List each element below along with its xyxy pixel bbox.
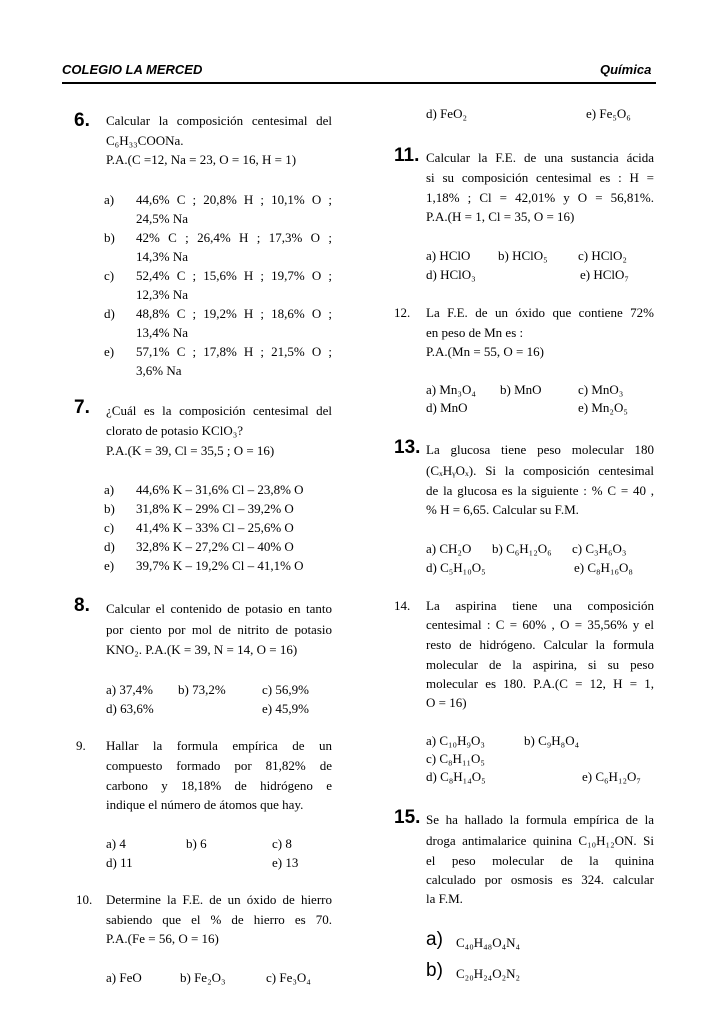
q13-line-2: (CₓHᵧOₓ). Si la composición centesimal (426, 463, 654, 478)
q11-option-e: e) HClO₇ (580, 267, 629, 282)
q10-line-2: sabiendo que el % de hierro es 70. (106, 912, 332, 927)
q14-line-6: O = 16) (426, 695, 467, 710)
q15-line-5: la F.M. (426, 891, 463, 906)
q6-option-e-label: e) (104, 344, 115, 359)
q6-option-d-line-1: 48,8% C ; 19,2% H ; 18,6% O ; (136, 306, 332, 321)
q12-option-e: e) Mn₂O₅ (578, 400, 628, 415)
q14-line-2: centesimal : C = 60% , O = 35,56% y el (426, 617, 654, 632)
q9-line-4: indique el número de átomos que hay. (106, 797, 304, 812)
q7-option-a-text: 44,6% K – 31,6% Cl – 23,8% O (136, 482, 304, 497)
q8-option-e: e) 45,9% (262, 701, 309, 716)
q11-option-a: a) HClO (426, 248, 471, 263)
q10-number: 10. (76, 892, 93, 907)
q15-option-a: C₄₀H₄₈O₄N₄ (456, 935, 521, 950)
q12-option-d: d) MnO (426, 400, 468, 415)
q12-option-c: c) MnO₃ (578, 382, 624, 397)
q11-option-d: d) HClO₃ (426, 267, 476, 282)
header-school: COLEGIO LA MERCED (62, 62, 203, 77)
q6-option-a-label: a) (104, 192, 115, 207)
q11-option-b: b) HClO₅ (498, 248, 548, 263)
q7-option-d-label: d) (104, 539, 115, 554)
q11-option-c: c) HClO₂ (578, 248, 627, 263)
q14-option-e: e) C₆H₁₂O₇ (582, 769, 641, 784)
q9-number: 9. (76, 738, 86, 753)
q11-line-4: P.A.(H = 1, Cl = 35, O = 16) (426, 209, 575, 224)
q6-number: 6. (74, 110, 90, 131)
q6-option-c-label: c) (104, 268, 115, 283)
q15-option-b: C₂₀H₂₄O₂N₂ (456, 966, 521, 981)
q14-option-c: c) C₈H₁₁O₅ (426, 751, 485, 766)
q15-number: 15. (394, 807, 421, 828)
q14-line-3: resto de hidrógeno. Calcular la formula (426, 637, 654, 652)
q9-line-2: compuesto formado por 81,82% de (106, 758, 332, 773)
q6-option-a-line-2: 24,5% Na (136, 211, 188, 226)
q9-line-3: carbono y 18,18% de hidrógeno e (106, 778, 332, 793)
q7-option-b-label: b) (104, 501, 115, 516)
q12-line-3: P.A.(Mn = 55, O = 16) (426, 344, 544, 359)
q14-line-5: molecular es 180. P.A.(C = 12, H = 1, (426, 676, 654, 691)
q6-option-e-line-2: 3,6% Na (136, 363, 182, 378)
q13-option-e: e) C₈H₁₆O₈ (574, 560, 633, 575)
q8-number: 8. (74, 595, 90, 616)
q10-line-1: Determine la F.E. de un óxido de hierro (106, 892, 332, 907)
q13-line-1: La glucosa tiene peso molecular 180 (426, 442, 654, 457)
q9-option-e: e) 13 (272, 855, 299, 870)
q6-option-e-line-1: 57,1% C ; 17,8% H ; 21,5% O ; (136, 344, 332, 359)
q13-line-4: % H = 6,65. Calcular su F.M. (426, 502, 579, 517)
q13-number: 13. (394, 437, 421, 458)
q10-option-a: a) FeO (106, 970, 142, 985)
q6-line-1: Calcular la composición centesimal del (106, 113, 332, 128)
q7-line-2: clorato de potasio KClO₃? (106, 423, 244, 438)
q9-option-b: b) 6 (186, 836, 207, 851)
q12-line-1: La F.E. de un óxido que contiene 72% (426, 305, 654, 320)
q7-option-e-text: 39,7% K – 19,2% Cl – 41,1% O (136, 558, 304, 573)
q9-line-1: Hallar la formula empírica de un (106, 738, 332, 753)
q12-number: 12. (394, 305, 411, 320)
q7-option-c-label: c) (104, 520, 115, 535)
q11-line-3: 1,18% ; Cl = 42,01% y O = 56,81%. (426, 190, 654, 205)
q15-line-4: calculado por osmosis es 324. calcular (426, 872, 654, 887)
q10-option-c: c) Fe₃O₄ (266, 970, 311, 985)
q6-line-2: C₆H₃₃COONa. (106, 133, 184, 148)
q15-option-b-label: b) (426, 960, 443, 981)
q11-line-1: Calcular la F.E. de una sustancia ácida (426, 150, 654, 165)
q8-option-b: b) 73,2% (178, 682, 226, 697)
q14-option-a: a) C₁₀H₉O₃ (426, 733, 485, 748)
header-divider (62, 82, 656, 84)
q6-option-c-line-1: 52,4% C ; 15,6% H ; 19,7% O ; (136, 268, 332, 283)
q6-option-d-label: d) (104, 306, 115, 321)
q8-line-3: KNO₂. P.A.(K = 39, N = 14, O = 16) (106, 642, 298, 657)
q14-line-4: molecular de la aspirina, si su peso (426, 657, 654, 672)
q7-line-3: P.A.(K = 39, Cl = 35,5 ; O = 16) (106, 443, 275, 458)
q7-option-e-label: e) (104, 558, 115, 573)
q8-option-a: a) 37,4% (106, 682, 153, 697)
q12-option-a: a) Mn₃O₄ (426, 382, 476, 397)
q7-number: 7. (74, 397, 90, 418)
q6-option-c-line-2: 12,3% Na (136, 287, 188, 302)
header-subject: Química (600, 62, 652, 77)
q9-option-d: d) 11 (106, 855, 133, 870)
q7-option-c-text: 41,4% K – 33% Cl – 25,6% O (136, 520, 294, 535)
q9-option-c: c) 8 (272, 836, 292, 851)
q7-option-d-text: 32,8% K – 27,2% Cl – 40% O (136, 539, 294, 554)
q8-option-d: d) 63,6% (106, 701, 154, 716)
q10-option-d: d) FeO₂ (426, 106, 467, 121)
q10-option-e: e) Fe₅O₆ (586, 106, 631, 121)
q6-option-a-line-1: 44,6% C ; 20,8% H ; 10,1% O ; (136, 192, 332, 207)
q11-number: 11. (394, 145, 420, 166)
q9-option-a: a) 4 (106, 836, 126, 851)
q6-line-3: P.A.(C =12, Na = 23, O = 16, H = 1) (106, 152, 297, 167)
q6-option-b-line-2: 14,3% Na (136, 249, 188, 264)
q8-option-c: c) 56,9% (262, 682, 309, 697)
q14-line-1: La aspirina tiene una composición (426, 598, 654, 613)
q7-line-1: ¿Cuál es la composición centesimal del (106, 403, 332, 418)
q12-option-b: b) MnO (500, 382, 542, 397)
q11-line-2: si su composición centesimal es : H = (426, 170, 654, 185)
q13-option-a: a) CH₂O (426, 541, 472, 556)
q14-option-b: b) C₉H₈O₄ (524, 733, 580, 748)
q13-option-b: b) C₆H₁₂O₆ (492, 541, 552, 556)
q7-option-a-label: a) (104, 482, 115, 497)
q10-option-b: b) Fe₂O₃ (180, 970, 226, 985)
q8-line-2: por ciento por mol de nitrito de potasio (106, 622, 332, 637)
q10-line-3: P.A.(Fe = 56, O = 16) (106, 931, 219, 946)
q15-line-1: Se ha hallado la formula empírica de la (426, 812, 654, 827)
q14-option-d: d) C₈H₁₄O₅ (426, 769, 486, 784)
q15-line-2: droga antimalarice quinina C₁₀H₁₂ON. Si (426, 833, 654, 848)
q6-option-b-line-1: 42% C ; 26,4% H ; 17,3% O ; (136, 230, 332, 245)
q15-line-3: el peso molecular de la quinina (426, 853, 654, 868)
q14-number: 14. (394, 598, 411, 613)
q13-option-c: c) C₃H₆O₃ (572, 541, 627, 556)
q13-option-d: d) C₅H₁₀O₅ (426, 560, 486, 575)
q6-option-b-label: b) (104, 230, 115, 245)
q13-line-3: de la glucosa es la siguiente : % C = 40 , (426, 483, 654, 498)
q7-option-b-text: 31,8% K – 29% Cl – 39,2% O (136, 501, 294, 516)
q6-option-d-line-2: 13,4% Na (136, 325, 188, 340)
q15-option-a-label: a) (426, 929, 443, 950)
q8-line-1: Calcular el contenido de potasio en tanto (106, 601, 332, 616)
q12-line-2: en peso de Mn es : (426, 325, 524, 340)
